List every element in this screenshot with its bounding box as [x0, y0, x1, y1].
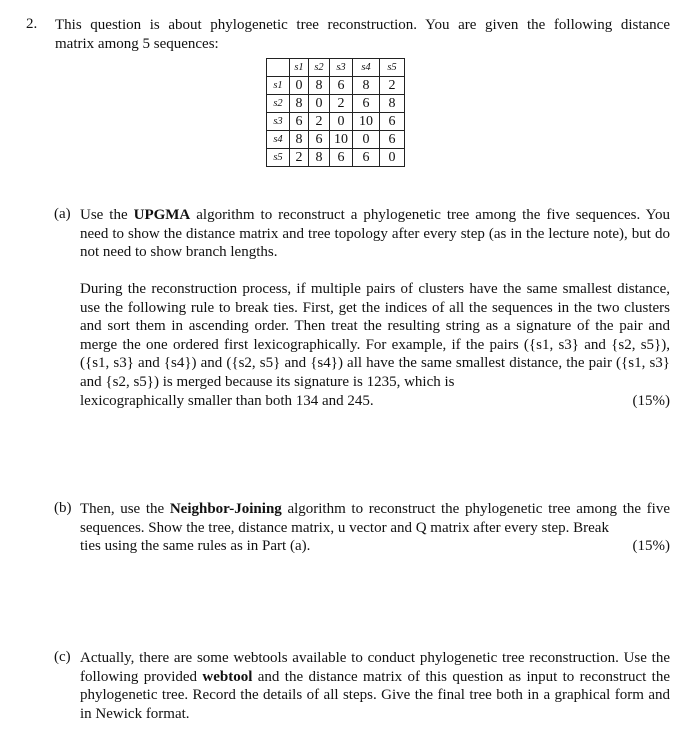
matrix-col-header: s3 — [330, 59, 353, 77]
matrix-cell: 6 — [309, 131, 330, 149]
matrix-row-header: s1 — [267, 77, 290, 95]
question-intro — [55, 16, 670, 53]
matrix-row-header: s5 — [267, 149, 290, 167]
part-a-text-post: algorithm to reconstruct a phylogenetic tree among the five sequences. You need to show the distance matrix and tree topology after every step (as in the lecture note), but do not need to show branch lengths. — [80, 207, 670, 261]
matrix-row — [267, 77, 405, 95]
matrix-col-header: s5 — [380, 59, 405, 77]
matrix-cell: 0 — [290, 77, 309, 95]
matrix-row — [267, 95, 405, 113]
intro-line-1: This question is about phylogenetic tree reconstruction. You are given the following distance — [55, 17, 670, 33]
part-b-percent: (15%) — [632, 538, 670, 555]
matrix-cell: 8 — [290, 95, 309, 113]
part-a-bold: UPGMA — [133, 207, 191, 223]
part-a-label: (a) — [54, 206, 71, 222]
part-c-paragraph — [80, 649, 670, 723]
intro-line-2: matrix among 5 sequences: — [55, 35, 219, 52]
matrix-cell: 10 — [330, 131, 353, 149]
matrix-row — [267, 113, 405, 131]
matrix-cell: 0 — [309, 95, 330, 113]
part-a-last-line — [80, 392, 670, 411]
matrix-corner — [267, 59, 290, 77]
matrix-row-header: s4 — [267, 131, 290, 149]
part-a-paragraph-2 — [80, 280, 670, 410]
matrix-cell: 8 — [353, 77, 380, 95]
matrix-cell: 2 — [290, 149, 309, 167]
part-b-text-post: algorithm to reconstruct the phylogenetic tree among the five sequences. Show the tree, distance matrix, u vector and Q matrix after every step. Break — [80, 501, 670, 536]
part-a-tie-rule: During the reconstruction process, if multiple pairs of clusters have the same smallest distance, use the following rule to break ties. First, get the indices of all the sequences in the two clusters and sort them in ascending order. Then treat the resulting string as a signature of the pair and merge the one ordered first lexicographically. For example, if the pairs ({s1, s3} and {s2, s5}), ({s1, s3} and {s4}) and ({s2, s5} and {s4}) all have the same smallest distance, the pair ({s1, s3} and {s2, s5}) is merged because its signature is 1235, which is — [80, 281, 670, 390]
part-c-text-pre: Actually, there are some webtools available to conduct phylogenetic tree reconstruction. Use the following provided — [80, 650, 670, 685]
part-b-text-pre: Then, use the — [80, 501, 170, 517]
part-c-bold: webtool — [202, 668, 253, 685]
matrix-cell: 6 — [353, 95, 380, 113]
part-b-last-text: ties using the same rules as in Part (a). — [80, 538, 311, 555]
matrix-cell: 0 — [380, 149, 405, 167]
part-a-text-pre: Use the — [80, 207, 134, 223]
part-c-label: (c) — [54, 649, 71, 665]
matrix-row-header: s2 — [267, 95, 290, 113]
matrix-cell: 0 — [353, 131, 380, 149]
question-number: 2. — [26, 16, 38, 32]
part-b-paragraph — [80, 500, 670, 556]
part-b-bold: Neighbor-Joining — [169, 501, 282, 517]
matrix-cell: 6 — [380, 131, 405, 149]
matrix-cell: 0 — [330, 113, 353, 131]
matrix-cell: 2 — [380, 77, 405, 95]
matrix-row — [267, 131, 405, 149]
part-b-label: (b) — [54, 500, 72, 516]
matrix-header-row — [267, 59, 405, 77]
matrix-cell: 6 — [353, 149, 380, 167]
part-a-percent: (15%) — [632, 392, 670, 409]
matrix-cell: 8 — [290, 131, 309, 149]
part-a-last-text: lexicographically smaller than both 134 and 245. — [80, 392, 374, 409]
matrix-cell: 6 — [290, 113, 309, 131]
matrix-col-header: s1 — [290, 59, 309, 77]
part-b-last-line — [80, 537, 670, 556]
matrix-cell: 6 — [380, 113, 405, 131]
part-a-paragraph-1 — [80, 206, 670, 262]
matrix-cell: 6 — [330, 149, 353, 167]
matrix-cell: 8 — [309, 77, 330, 95]
matrix-col-header: s2 — [309, 59, 330, 77]
matrix-row-header: s3 — [267, 113, 290, 131]
matrix-cell: 2 — [309, 113, 330, 131]
matrix-cell: 10 — [353, 113, 380, 131]
matrix-cell: 6 — [330, 77, 353, 95]
matrix-cell: 8 — [380, 95, 405, 113]
part-c-text-post: and the distance matrix of this question as input to reconstruct the phylogenetic tree. Record the details of all steps. Give the final tree both in a graphical form and in Newick format. — [80, 668, 670, 722]
matrix-col-header: s4 — [353, 59, 380, 77]
matrix-cell: 2 — [330, 95, 353, 113]
matrix-cell: 8 — [309, 149, 330, 167]
matrix-row — [267, 149, 405, 167]
distance-matrix — [266, 58, 405, 167]
